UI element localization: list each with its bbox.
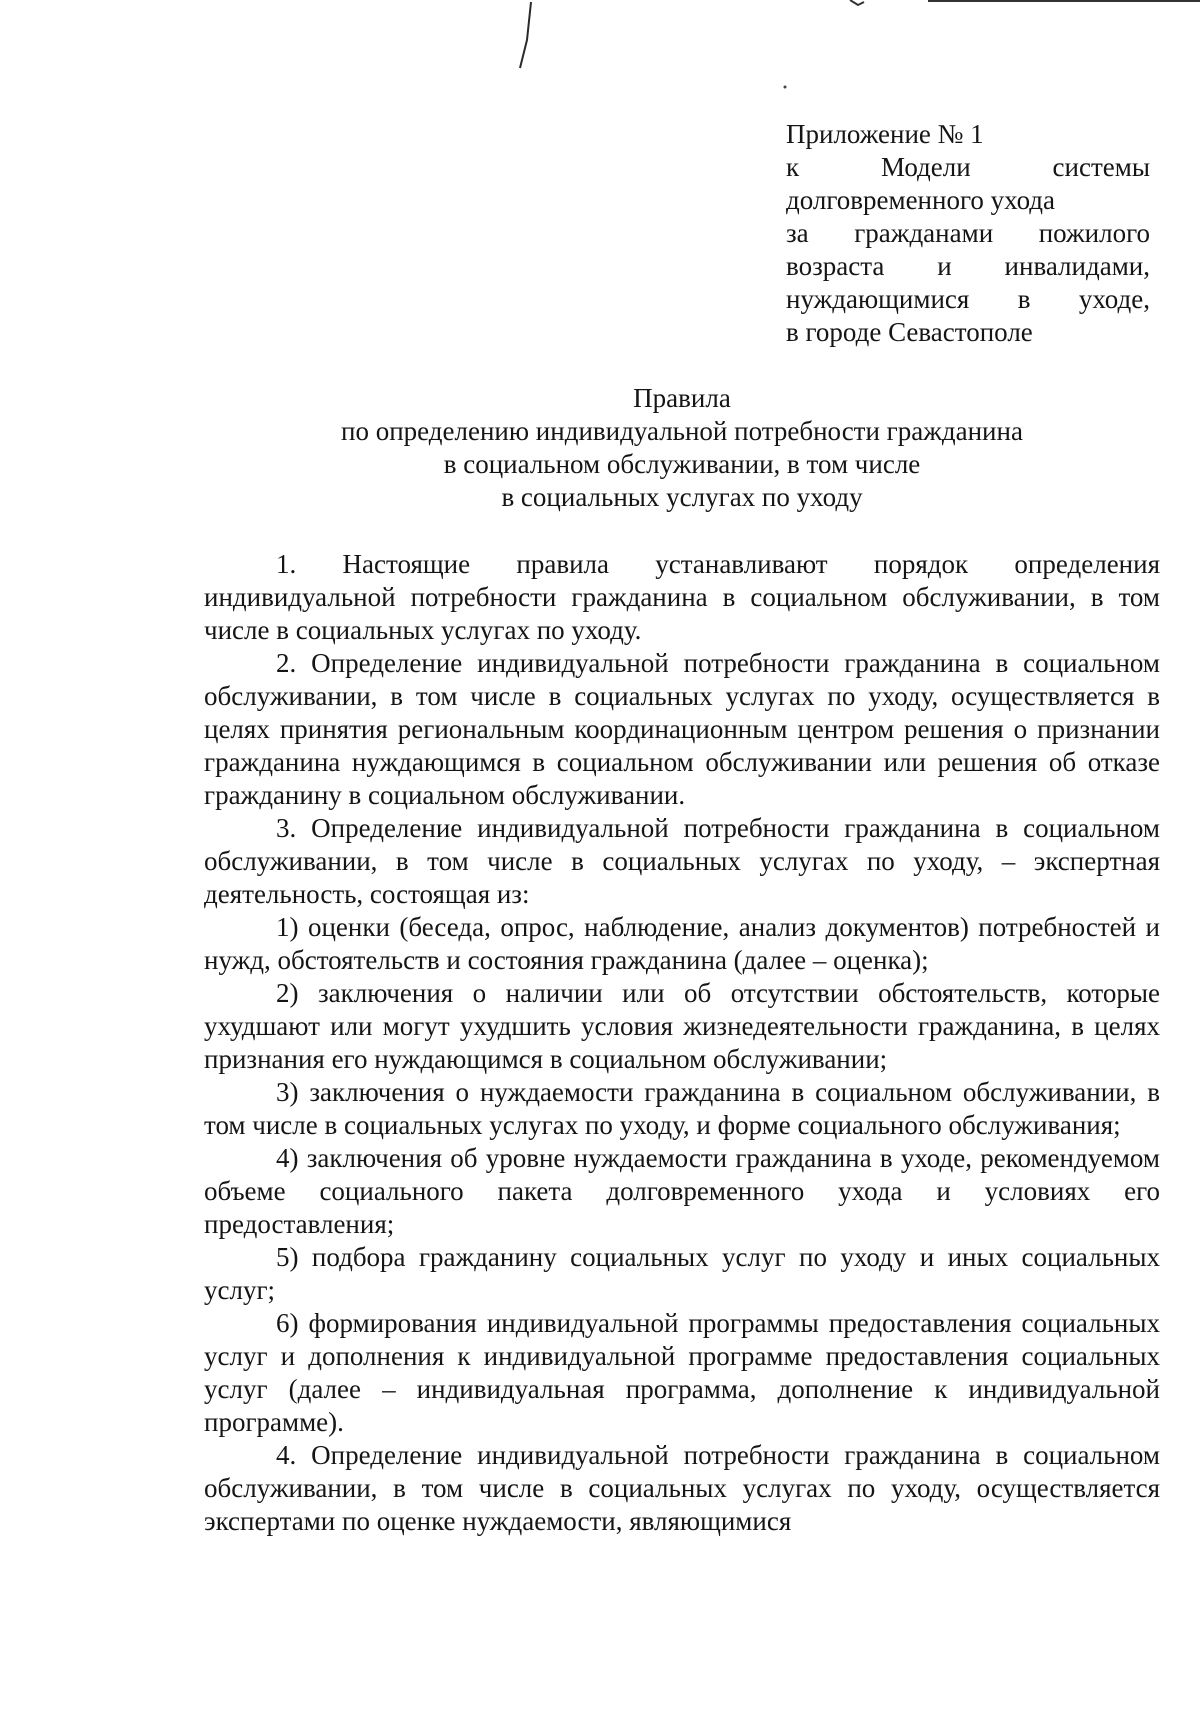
appendix-word-modeli: Модели xyxy=(880,152,971,182)
title-line-3: в социальном обслуживании, в том числе xyxy=(443,449,921,479)
list-item-4: 4) заключения об уровне нуждаемости гражданина в уходе, рекомендуемом объеме социального пакета долговременного ухода и условиях его предоставления; xyxy=(204,1143,1160,1239)
paragraph-3: 3. Определение индивидуальной потребности гражданина в социальном обслуживании, в том числе в социальных услугах по уходу, – экспертная деятельность, состоящая из: xyxy=(204,813,1160,909)
appendix-number: Приложение № 1 xyxy=(786,119,984,149)
appendix-word-pozhilogo: пожилого xyxy=(1038,218,1150,248)
appendix-word-sistemy: системы xyxy=(1052,152,1150,182)
appendix-header xyxy=(786,118,1150,349)
document-body xyxy=(204,548,1160,1538)
appendix-word-invalidami: инвалидами, xyxy=(1004,251,1150,281)
appendix-line-7: в городе Севастополе xyxy=(786,317,1033,347)
appendix-line-6 xyxy=(786,283,1150,316)
title-line-1: Правила xyxy=(633,383,731,413)
appendix-word-k: к xyxy=(786,152,800,182)
appendix-word-nuzhdayushchimsya: нуждающимися xyxy=(786,284,970,314)
appendix-word-grazhdanami: гражданами xyxy=(854,218,994,248)
appendix-line-5 xyxy=(786,250,1150,283)
dust-speck xyxy=(784,86,787,89)
paragraph-1: 1. Настоящие правила устанавливают порядок определения индивидуальной потребности гражданина в социальном обслуживании, в том числе в социальных услугах по уходу. xyxy=(204,549,1160,645)
list-item-2: 2) заключения о наличии или об отсутствии обстоятельств, которые ухудшают или могут ухудшить условия жизнедеятельности гражданина, в целях признания его нуждающимся в социальном обслуживании; xyxy=(204,978,1160,1074)
list-item-3: 3) заключения о нуждаемости гражданина в социальном обслуживании, в том числе в социальных услугах по уходу, и форме социального обслуживания; xyxy=(204,1077,1160,1140)
paragraph-2: 2. Определение индивидуальной потребности гражданина в социальном обслуживании, в том числе в социальных услугах по уходу, осуществляется в целях принятия региональным координационным центром решения о признании гражданина нуждающимся в социальном обслуживании или решения об отказе гражданину в социальном обслуживании. xyxy=(204,648,1160,810)
title-line-4: в социальных услугах по уходу xyxy=(501,482,863,512)
appendix-word-i: и xyxy=(937,251,952,281)
appendix-word-ukhode: уходе, xyxy=(1078,284,1150,314)
title-line-2: по определению индивидуальной потребности гражданина xyxy=(341,416,1023,446)
appendix-word-v: в xyxy=(1017,284,1031,314)
appendix-word-za: за xyxy=(786,218,809,248)
list-item-5: 5) подбора гражданину социальных услуг по уходу и иных социальных услуг; xyxy=(204,1242,1160,1305)
corner-pen-mark xyxy=(850,0,864,5)
appendix-word-vozrasta: возраста xyxy=(786,251,885,281)
document-title xyxy=(200,382,1164,514)
paragraph-4: 4. Определение индивидуальной потребности гражданина в социальном обслуживании, в том числе в социальных услугах по уходу, осуществляется экспертами по оценке нуждаемости, являющимися xyxy=(204,1440,1160,1536)
list-item-6: 6) формирования индивидуальной программы предоставления социальных услуг и дополнения к индивидуальной программе предоставления социальных услуг (далее – индивидуальная программа, дополнение к индивидуальной программе). xyxy=(204,1308,1160,1437)
appendix-line-2 xyxy=(786,151,1150,184)
pen-stroke-mark xyxy=(520,2,531,68)
appendix-line-3: долговременного ухода xyxy=(786,185,1056,215)
list-item-1: 1) оценки (беседа, опрос, наблюдение, анализ документов) потребностей и нужд, обстоятельств и состояния гражданина (далее – оценка); xyxy=(204,912,1160,975)
appendix-line-4 xyxy=(786,217,1150,250)
